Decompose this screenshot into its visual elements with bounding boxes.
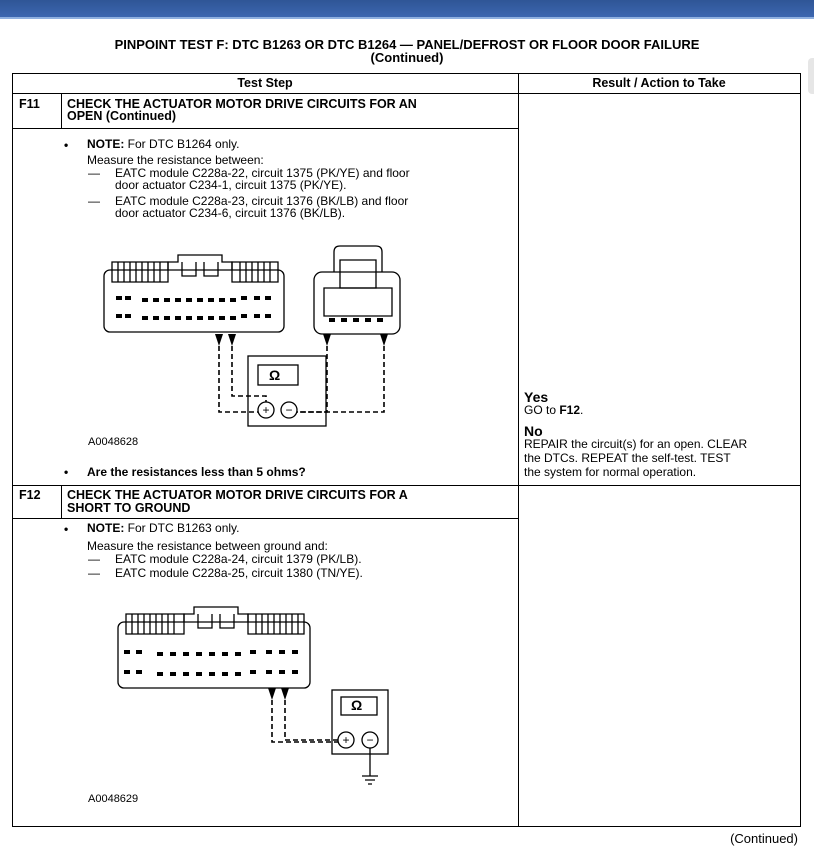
page-subtitle: (Continued) [370,50,444,65]
f12-note: NOTE: For DTC B1263 only. [87,521,240,535]
result-no-line-2: the DTCs. REPEAT the self-test. TEST [524,451,731,465]
f11-measure: Measure the resistance between: [87,153,264,167]
step-id-f11: F11 [19,97,40,111]
continued-label: (Continued) [730,831,798,846]
f11-item-1a: EATC module C228a-22, circuit 1375 (PK/YE) and floor [115,166,410,180]
result-no-line-1: REPAIR the circuit(s) for an open. CLEAR [524,437,748,451]
svg-text:+: + [342,733,350,747]
result-no-label: No [524,423,543,439]
step-f12-heading-1: CHECK THE ACTUATOR MOTOR DRIVE CIRCUITS FOR A [67,488,408,502]
f11-item-2a: EATC module C228a-23, circuit 1376 (BK/LB) and floor [115,194,409,208]
f11-question: Are the resistances less than 5 ohms? [87,465,306,479]
f11-figure-id: A0048628 [88,436,139,448]
step-id-f12: F12 [19,488,41,502]
dash: — [88,552,100,566]
svg-text:+: + [262,403,270,417]
f11-item-1b: door actuator C234-1, circuit 1375 (PK/YE). [115,178,347,192]
result-yes-label: Yes [524,389,549,405]
f11-note: NOTE: For DTC B1264 only. [87,137,240,151]
svg-text:−: − [285,403,293,417]
bullet: • [64,465,69,479]
bullet: • [64,138,69,152]
result-no-line-3: the system for normal operation. [524,465,697,479]
step-f11-heading-1: CHECK THE ACTUATOR MOTOR DRIVE CIRCUITS FOR AN [67,97,417,111]
dash: — [88,566,100,580]
ohm-symbol: Ω [269,367,281,383]
dash: — [88,166,100,180]
dash: — [88,194,100,208]
column-header-result: Result / Action to Take [592,76,726,90]
page-title: PINPOINT TEST F: DTC B1263 OR DTC B1264 — PANEL/DEFROST OR FLOOR DOOR FAILURE [114,37,700,52]
svg-text:−: − [366,733,374,747]
f12-item-1: EATC module C228a-24, circuit 1379 (PK/LB). [115,552,362,566]
f12-figure-id: A0048629 [88,793,139,805]
f11-item-2b: door actuator C234-6, circuit 1376 (BK/LB). [115,206,346,220]
step-f11-heading-2: OPEN (Continued) [67,109,177,123]
step-f12-heading-2: SHORT TO GROUND [67,501,191,515]
f12-item-2: EATC module C228a-25, circuit 1380 (TN/YE). [115,566,363,580]
result-yes-action: GO to F12. [524,403,584,417]
bullet: • [64,522,69,536]
column-header-test-step: Test Step [237,76,293,90]
f12-measure: Measure the resistance between ground and: [87,539,328,553]
ohm-symbol: Ω [351,697,363,713]
